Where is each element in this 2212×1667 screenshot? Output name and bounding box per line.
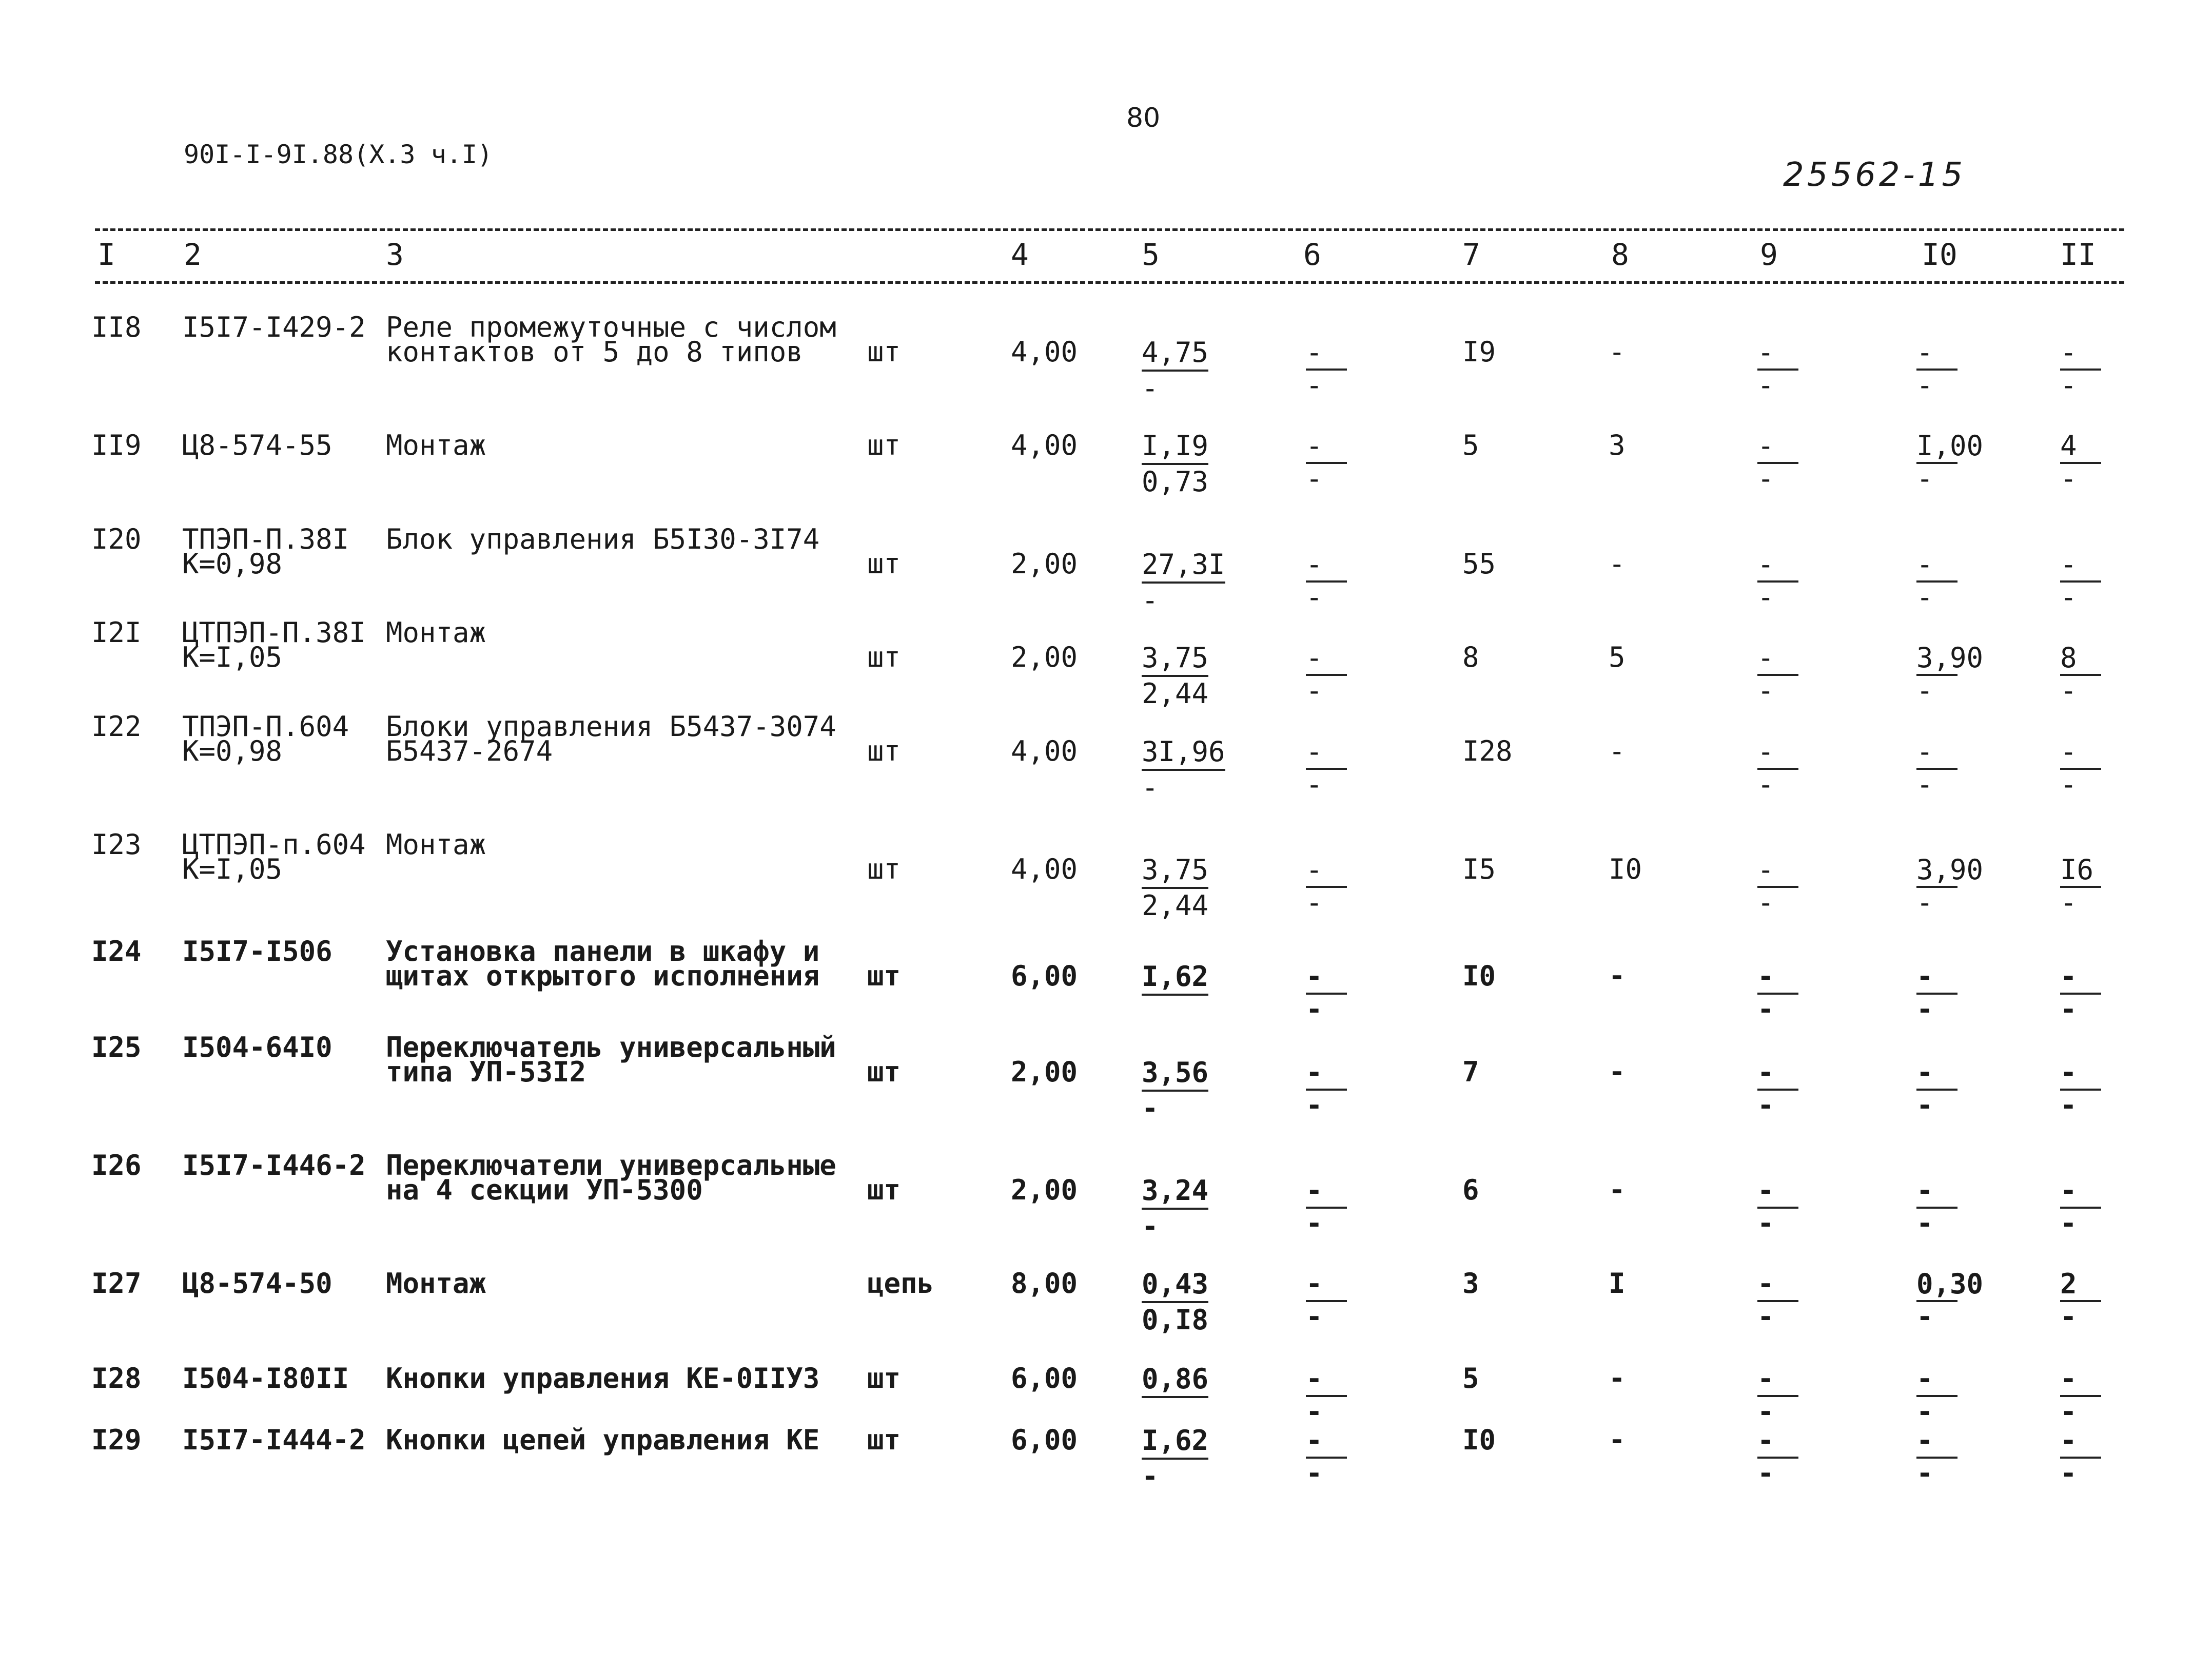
col9-value-numerator: -	[1757, 1177, 1798, 1209]
col9-value-numerator: -	[1757, 432, 1798, 464]
col5-value-numerator: 3,75	[1142, 856, 1208, 889]
col9-value-denominator: -	[1757, 581, 1774, 613]
col-header-7: 7	[1462, 237, 1480, 272]
col6-value-denominator: -	[1306, 1301, 1323, 1333]
col7-value: I0	[1462, 960, 1496, 992]
row-number: I22	[91, 710, 142, 743]
col10-value-numerator: -	[1916, 738, 1957, 770]
col5-value-denominator: -	[1142, 1460, 1159, 1492]
col8-value: I	[1609, 1267, 1626, 1300]
col9-value-denominator: -	[1757, 993, 1774, 1025]
col9-value-denominator: -	[1757, 674, 1774, 707]
col11-value	[2060, 735, 2106, 801]
unit: шт	[867, 1174, 901, 1206]
item-code: ТПЭП-П.604	[182, 710, 349, 743]
header-bottom-rule	[95, 281, 2124, 284]
col8-value: -	[1609, 735, 1626, 767]
col11-value	[2060, 336, 2106, 401]
item-name: Блоки управления Б5437-3074	[386, 710, 836, 743]
col9-value	[1757, 960, 1804, 1025]
col6-value-numerator: -	[1306, 551, 1347, 583]
item-name: Монтаж	[386, 616, 486, 649]
quantity: 4,00	[1011, 853, 1078, 885]
col11-value-denominator: -	[2060, 1207, 2077, 1239]
col10-value-denominator: -	[1916, 462, 1933, 495]
col10-value-denominator: -	[1916, 1301, 1933, 1333]
unit: шт	[867, 735, 901, 767]
col5-value	[1142, 1365, 1208, 1429]
col11-value-denominator: -	[2060, 768, 2077, 801]
quantity: 2,00	[1011, 1174, 1078, 1206]
col11-value	[2060, 548, 2106, 613]
col5-value	[1142, 432, 1208, 496]
col10-value	[1916, 1424, 1963, 1489]
col10-value-denominator: -	[1916, 581, 1933, 613]
col9-value	[1757, 644, 1804, 705]
col6-value	[1306, 548, 1352, 613]
col6-value-numerator: -	[1306, 856, 1347, 888]
col6-value-denominator: -	[1306, 369, 1323, 401]
item-name: Монтаж	[386, 429, 486, 461]
col11-value	[2060, 1270, 2106, 1331]
col9-value	[1757, 1365, 1804, 1426]
col10-value	[1916, 430, 1984, 495]
col8-value: -	[1609, 336, 1626, 368]
col6-value-denominator: -	[1306, 1207, 1323, 1239]
col9-value	[1757, 735, 1804, 801]
col8-value: 3	[1609, 429, 1626, 461]
col10-value-denominator: -	[1916, 674, 1933, 707]
col10-value-denominator: -	[1916, 768, 1933, 801]
col9-value	[1757, 1270, 1804, 1331]
col6-value	[1306, 856, 1352, 917]
col10-value-numerator: 3,90	[1916, 856, 1957, 888]
quantity: 2,00	[1011, 641, 1078, 673]
col7-value: 3	[1462, 1267, 1479, 1300]
col11-value-numerator: -	[2060, 339, 2101, 371]
col5-value-denominator: -	[1142, 771, 1159, 804]
col7-value: I0	[1462, 1424, 1496, 1456]
col5-value	[1142, 548, 1225, 616]
item-name: Переключатель универсальный	[386, 1031, 836, 1063]
col9-value-denominator: -	[1757, 1207, 1774, 1239]
col10-value-denominator: -	[1916, 993, 1933, 1025]
col10-value-numerator: -	[1916, 339, 1957, 371]
col5-value-denominator: -	[1142, 1210, 1159, 1243]
unit: шт	[867, 641, 901, 673]
col9-value-numerator: -	[1757, 1365, 1798, 1397]
col-header-9: 9	[1760, 237, 1778, 272]
col5-value-numerator: I,62	[1142, 963, 1208, 996]
col6-value-numerator: -	[1306, 963, 1347, 995]
row-number: II8	[91, 311, 142, 343]
col11-value	[2060, 960, 2106, 1025]
col7-value: 8	[1462, 641, 1479, 673]
col11-value	[2060, 432, 2106, 493]
col9-value-numerator: -	[1757, 1427, 1798, 1459]
col6-value	[1306, 1174, 1352, 1239]
col7-value: 55	[1462, 548, 1496, 580]
col6-value	[1306, 1424, 1352, 1489]
col6-value-denominator: -	[1306, 1395, 1323, 1428]
col10-value	[1916, 1268, 1984, 1333]
col-header-11: II	[2060, 237, 2096, 272]
col10-value-numerator: -	[1916, 1177, 1957, 1209]
unit: шт	[867, 1424, 901, 1456]
col6-value-numerator: -	[1306, 339, 1347, 371]
col-header-10: I0	[1922, 237, 1957, 272]
col8-value: -	[1609, 1174, 1626, 1206]
col5-value-numerator: 0,86	[1142, 1365, 1208, 1398]
item-name-line2: на 4 секции УП-5300	[386, 1174, 703, 1206]
unit: шт	[867, 1362, 901, 1394]
row-number: I20	[91, 523, 142, 555]
item-name: Реле промежуточные с числом	[386, 311, 836, 343]
col9-value-numerator: -	[1757, 856, 1798, 888]
col9-value-numerator: -	[1757, 1270, 1798, 1302]
col5-value	[1142, 1270, 1208, 1334]
col6-value-denominator: -	[1306, 993, 1323, 1025]
col-header-3: 3	[386, 237, 404, 272]
col7-value: 5	[1462, 1362, 1479, 1394]
quantity: 6,00	[1011, 1362, 1078, 1394]
item-code: I504-I80II	[182, 1362, 349, 1394]
col5-value	[1142, 960, 1209, 1026]
item-coefficient: К=I,05	[182, 853, 283, 885]
col5-value	[1142, 1056, 1209, 1125]
col-header-1: I	[97, 237, 115, 272]
col9-value	[1757, 432, 1804, 493]
col10-value	[1916, 1056, 1963, 1121]
unit: цепь	[867, 1267, 934, 1300]
col11-value-numerator: 8	[2060, 644, 2101, 676]
row-number: I2I	[91, 616, 142, 649]
unit: шт	[867, 1056, 901, 1088]
col5-value	[1142, 644, 1208, 708]
col9-value-denominator: -	[1757, 768, 1774, 801]
col5-value-numerator: 4,75	[1142, 339, 1208, 372]
row-number: I24	[91, 935, 142, 967]
col10-value	[1916, 1365, 1963, 1426]
item-coefficient: К=I,05	[182, 641, 283, 673]
col5-value-numerator: 3,24	[1142, 1177, 1208, 1210]
col5-value-denominator: 2,44	[1142, 889, 1209, 922]
col11-value-denominator: -	[2060, 993, 2077, 1025]
col11-value	[2060, 1056, 2106, 1121]
item-coefficient: К=0,98	[182, 548, 283, 580]
col10-value-numerator: -	[1916, 1427, 1957, 1459]
item-code: I504-64I0	[182, 1031, 332, 1063]
col-header-6: 6	[1303, 237, 1321, 272]
col6-value-numerator: -	[1306, 644, 1347, 676]
col6-value-denominator: -	[1306, 768, 1323, 801]
row-number: I26	[91, 1149, 142, 1181]
col11-value-denominator: -	[2060, 1457, 2077, 1489]
row-number: I27	[91, 1267, 142, 1300]
item-code: ЦТПЭП-п.604	[182, 828, 366, 861]
col5-value-denominator: -	[1142, 372, 1159, 404]
col11-value-numerator: 4	[2060, 432, 2101, 464]
col11-value-numerator: -	[2060, 963, 2101, 995]
col11-value-numerator: -	[2060, 551, 2101, 583]
col9-value-denominator: -	[1757, 369, 1774, 401]
col10-value-numerator: -	[1916, 1059, 1957, 1091]
col-header-5: 5	[1142, 237, 1160, 272]
item-name: Монтаж	[386, 828, 486, 861]
item-name: Установка панели в шкафу и	[386, 935, 820, 967]
col6-value	[1306, 644, 1352, 705]
archive-number: 25562-15	[1783, 156, 1966, 194]
item-name-line2: щитах открытого исполнения	[386, 960, 820, 992]
col9-value-denominator: -	[1757, 462, 1774, 495]
col6-value-denominator: -	[1306, 1089, 1323, 1121]
col10-value	[1916, 960, 1963, 1025]
col6-value-numerator: -	[1306, 1059, 1347, 1091]
col9-value	[1757, 856, 1804, 917]
col9-value-numerator: -	[1757, 963, 1798, 995]
item-name-line2: типа УП-53I2	[386, 1056, 586, 1088]
row-number: I25	[91, 1031, 142, 1063]
item-code: I5I7-I506	[182, 935, 332, 967]
col6-value-numerator: -	[1306, 1427, 1347, 1459]
col9-value-numerator: -	[1757, 738, 1798, 770]
document-code: 90I-I-9I.88(X.3 ч.I)	[184, 140, 493, 169]
unit: шт	[867, 853, 901, 885]
col5-value-numerator: 3,56	[1142, 1059, 1208, 1092]
col6-value	[1306, 735, 1352, 801]
col10-value-numerator: -	[1916, 963, 1957, 995]
col9-value	[1757, 1056, 1804, 1121]
col7-value: 5	[1462, 429, 1479, 461]
col10-value	[1916, 336, 1963, 401]
col10-value-denominator: -	[1916, 1395, 1933, 1428]
col9-value	[1757, 336, 1804, 401]
col11-value-numerator: -	[2060, 1059, 2101, 1091]
col7-value: I9	[1462, 336, 1496, 368]
item-coefficient: К=0,98	[182, 735, 283, 767]
col-header-4: 4	[1011, 237, 1029, 272]
row-number: I28	[91, 1362, 142, 1394]
col5-value-denominator: 0,I8	[1142, 1304, 1209, 1336]
col5-value-numerator: 3,75	[1142, 644, 1208, 677]
col7-value: 6	[1462, 1174, 1479, 1206]
col11-value	[2060, 1174, 2106, 1239]
col5-value	[1142, 735, 1225, 804]
quantity: 8,00	[1011, 1267, 1078, 1300]
quantity: 2,00	[1011, 548, 1078, 580]
col6-value-numerator: -	[1306, 432, 1347, 464]
item-code: Ц8-574-55	[182, 429, 332, 461]
col11-value-denominator: -	[2060, 886, 2077, 919]
header-top-rule	[95, 228, 2124, 231]
quantity: 4,00	[1011, 735, 1078, 767]
col11-value-denominator: -	[2060, 369, 2077, 401]
quantity: 4,00	[1011, 336, 1078, 368]
col-header-2: 2	[184, 237, 202, 272]
col6-value	[1306, 1365, 1352, 1426]
col6-value	[1306, 336, 1352, 401]
col10-value-numerator: 0,30	[1916, 1270, 1957, 1302]
col8-value: -	[1609, 1056, 1626, 1088]
col9-value	[1757, 1174, 1804, 1239]
col11-value-numerator: -	[2060, 1365, 2101, 1397]
col11-value-denominator: -	[2060, 1395, 2077, 1428]
col8-value: 5	[1609, 641, 1626, 673]
unit: шт	[867, 960, 901, 992]
col10-value-numerator: I,00	[1916, 432, 1957, 464]
col8-value: I0	[1609, 853, 1642, 885]
col11-value-numerator: -	[2060, 1177, 2101, 1209]
item-code: Ц8-574-50	[182, 1267, 332, 1300]
col8-value: -	[1609, 1362, 1626, 1394]
item-code: ЦТПЭП-П.38I	[182, 616, 366, 649]
col10-value	[1916, 642, 1984, 707]
item-name-line2: Б5437-2674	[386, 735, 553, 767]
unit: шт	[867, 548, 901, 580]
quantity: 4,00	[1011, 429, 1078, 461]
col10-value-denominator: -	[1916, 1207, 1933, 1239]
col7-value: I5	[1462, 853, 1496, 885]
unit: шт	[867, 429, 901, 461]
col9-value	[1757, 548, 1804, 613]
item-code: I5I7-I444-2	[182, 1424, 366, 1456]
col11-value-numerator: I6	[2060, 856, 2101, 888]
item-code: ТПЭП-П.38I	[182, 523, 349, 555]
col9-value-denominator: -	[1757, 1089, 1774, 1121]
col8-value: -	[1609, 548, 1626, 580]
col10-value-numerator: 3,90	[1916, 644, 1957, 676]
col8-value: -	[1609, 1424, 1626, 1456]
col5-value-denominator: -	[1142, 584, 1159, 616]
item-code: I5I7-I446-2	[182, 1149, 366, 1181]
item-name: Монтаж	[386, 1267, 486, 1300]
col-header-8: 8	[1611, 237, 1629, 272]
col11-value-denominator: -	[2060, 1301, 2077, 1333]
col6-value-numerator: -	[1306, 738, 1347, 770]
col10-value-denominator: -	[1916, 369, 1933, 401]
col11-value	[2060, 1365, 2106, 1426]
row-number: II9	[91, 429, 142, 461]
col5-value-denominator: 2,44	[1142, 677, 1209, 710]
item-name: Переключатели универсальные	[386, 1149, 836, 1181]
item-name: Кнопки цепей управления КЕ	[386, 1424, 820, 1456]
col11-value-numerator: -	[2060, 1427, 2101, 1459]
col8-value: -	[1609, 960, 1626, 992]
col6-value	[1306, 960, 1352, 1025]
item-name: Кнопки управления КЕ-0IIУ3	[386, 1362, 820, 1394]
col9-value-denominator: -	[1757, 1457, 1774, 1489]
item-code: I5I7-I429-2	[182, 311, 366, 343]
col6-value-denominator: -	[1306, 674, 1323, 707]
col5-value-denominator	[1142, 996, 1208, 1026]
col9-value-numerator: -	[1757, 339, 1798, 371]
col9-value	[1757, 1424, 1804, 1489]
col5-value-numerator: 0,43	[1142, 1270, 1208, 1303]
col9-value-numerator: -	[1757, 551, 1798, 583]
col9-value-denominator: -	[1757, 886, 1774, 919]
col10-value-numerator: -	[1916, 1365, 1957, 1397]
col6-value-numerator: -	[1306, 1270, 1347, 1302]
col5-value-denominator: 0,73	[1142, 466, 1209, 498]
col11-value-denominator: -	[2060, 674, 2077, 707]
col11-value	[2060, 644, 2106, 705]
col10-value	[1916, 735, 1963, 801]
col6-value-denominator: -	[1306, 581, 1323, 613]
col6-value-denominator: -	[1306, 886, 1323, 919]
item-name: Блок управления Б5I30-3I74	[386, 523, 820, 555]
col6-value-denominator: -	[1306, 462, 1323, 495]
col9-value-numerator: -	[1757, 644, 1798, 676]
col10-value	[1916, 854, 1984, 919]
col6-value-numerator: -	[1306, 1177, 1347, 1209]
col9-value-denominator: -	[1757, 1301, 1774, 1333]
col6-value	[1306, 432, 1352, 493]
item-name-line2: контактов от 5 до 8 типов	[386, 336, 803, 368]
col6-value	[1306, 1270, 1352, 1331]
col5-value-denominator: -	[1142, 1092, 1159, 1125]
col11-value-denominator: -	[2060, 462, 2077, 495]
col5-value	[1142, 1424, 1209, 1492]
col10-value-denominator: -	[1916, 1457, 1933, 1489]
page-number: 80	[1126, 103, 1161, 133]
col5-value	[1142, 1174, 1209, 1243]
col11-value	[2060, 1424, 2106, 1489]
col11-value-numerator: 2	[2060, 1270, 2101, 1302]
col10-value	[1916, 1174, 1963, 1239]
col5-value-numerator: I,62	[1142, 1427, 1208, 1460]
col5-value-numerator: 3I,96	[1142, 738, 1225, 771]
col5-value	[1142, 336, 1209, 404]
col11-value-denominator: -	[2060, 581, 2077, 613]
quantity: 2,00	[1011, 1056, 1078, 1088]
col10-value-denominator: -	[1916, 1089, 1933, 1121]
quantity: 6,00	[1011, 960, 1078, 992]
col6-value-numerator: -	[1306, 1365, 1347, 1397]
col11-value-denominator: -	[2060, 1089, 2077, 1121]
quantity: 6,00	[1011, 1424, 1078, 1456]
unit: шт	[867, 336, 901, 368]
col9-value-denominator: -	[1757, 1395, 1774, 1428]
col5-value-numerator: 27,3I	[1142, 551, 1225, 584]
col7-value: 7	[1462, 1056, 1479, 1088]
col5-value-numerator: I,I9	[1142, 432, 1208, 465]
col10-value	[1916, 548, 1963, 613]
col7-value: I28	[1462, 735, 1513, 767]
col6-value	[1306, 1056, 1352, 1121]
col11-value-numerator: -	[2060, 738, 2101, 770]
row-number: I29	[91, 1424, 142, 1456]
col11-value	[2060, 856, 2106, 917]
row-number: I23	[91, 828, 142, 861]
col9-value-numerator: -	[1757, 1059, 1798, 1091]
col10-value-numerator: -	[1916, 551, 1957, 583]
col10-value-denominator: -	[1916, 886, 1933, 919]
col5-value	[1142, 856, 1208, 920]
col6-value-denominator: -	[1306, 1457, 1323, 1489]
